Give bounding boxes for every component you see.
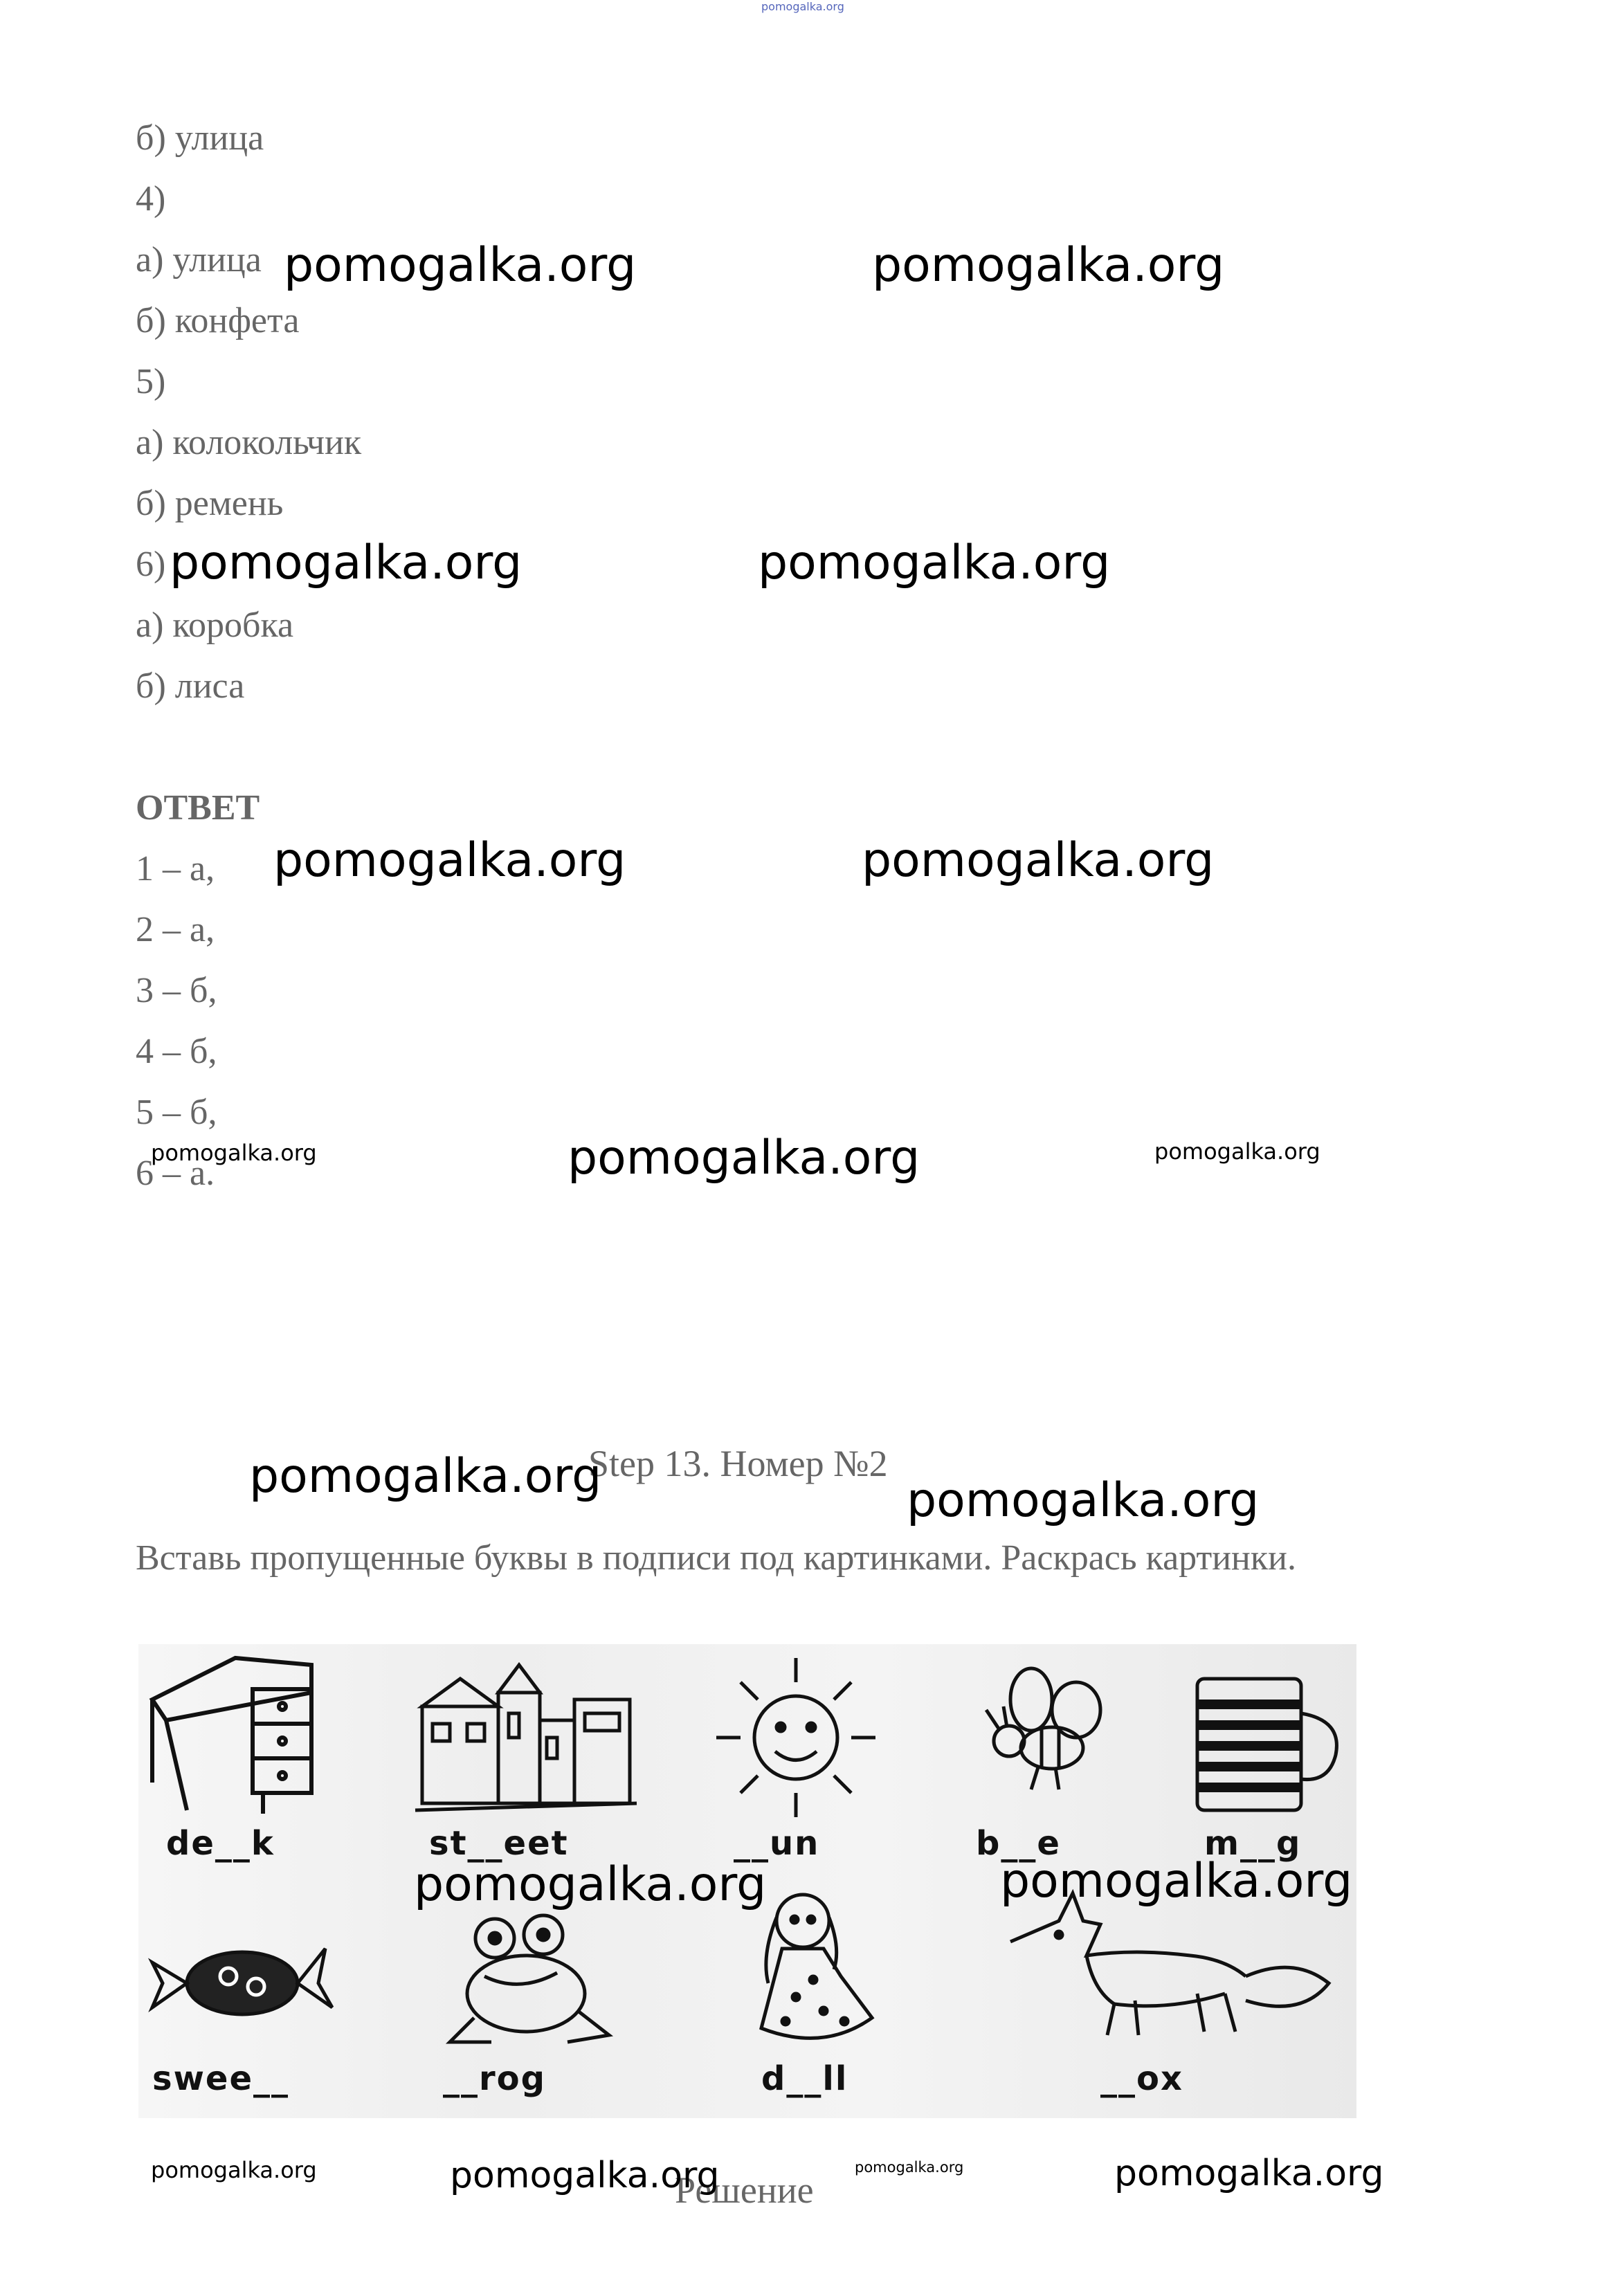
watermark: pomogalka.org xyxy=(151,2157,317,2183)
picture-caption: m__g xyxy=(1204,1824,1302,1863)
picture-item xyxy=(692,1644,969,1873)
answer-heading: ОТВЕТ xyxy=(136,788,260,828)
solution-label: Решение xyxy=(675,2169,814,2211)
text-line: 5) xyxy=(136,362,166,401)
watermark: pomogalka.org xyxy=(862,833,1215,888)
sun-icon xyxy=(692,1644,900,1831)
picture-item xyxy=(138,1644,415,1873)
text-line: а) коробка xyxy=(136,605,294,645)
answer-item: 3 – б, xyxy=(136,971,217,1010)
answer-item: 1 – а, xyxy=(136,849,215,889)
picture-caption: de__k xyxy=(166,1824,275,1863)
picture-item xyxy=(429,1879,706,2108)
watermark: pomogalka.org xyxy=(907,1473,1260,1528)
watermark: pomogalka.org xyxy=(414,1857,767,1912)
street-icon xyxy=(401,1644,678,1831)
watermark: pomogalka.org xyxy=(1154,1138,1320,1165)
watermark: pomogalka.org xyxy=(151,1140,317,1166)
exercise-instruction: Вставь пропущенные буквы в подписи под картинками. Раскрась картинки. xyxy=(136,1538,1296,1578)
picture-item xyxy=(997,1879,1356,2108)
picture-item xyxy=(401,1644,678,1873)
text-line: б) ремень xyxy=(136,484,284,523)
text-line: б) улица xyxy=(136,118,264,158)
watermark-top: pomogalka.org xyxy=(761,0,844,13)
watermark: pomogalka.org xyxy=(249,1449,602,1504)
bee-icon xyxy=(948,1644,1128,1831)
text-line: б) конфета xyxy=(136,301,300,340)
watermark: pomogalka.org xyxy=(170,536,523,590)
picture-item xyxy=(720,1879,997,2108)
watermark: pomogalka.org xyxy=(1000,1854,1353,1908)
watermark: pomogalka.org xyxy=(855,2159,964,2176)
text-line: б) лиса xyxy=(136,666,245,706)
sweet-icon xyxy=(138,1879,346,2066)
answer-item: 4 – б, xyxy=(136,1032,217,1071)
mug-icon xyxy=(1177,1644,1356,1831)
answer-item: 2 – а, xyxy=(136,910,215,949)
picture-item xyxy=(1177,1644,1356,1873)
watermark: pomogalka.org xyxy=(273,833,626,888)
watermark: pomogalka.org xyxy=(284,238,637,293)
watermark: pomogalka.org xyxy=(872,238,1225,293)
answer-item: 5 – б, xyxy=(136,1093,217,1132)
watermark: pomogalka.org xyxy=(758,536,1111,590)
text-line: а) колокольчик xyxy=(136,423,362,462)
answer-item: 6 – а. xyxy=(136,1154,215,1193)
picture-caption: d__ll xyxy=(761,2059,848,2098)
picture-caption: st__eet xyxy=(429,1824,569,1863)
exercise-title: Step 13. Номер №2 xyxy=(588,1443,888,1484)
watermark: pomogalka.org xyxy=(568,1131,920,1185)
text-line: 6) xyxy=(136,545,166,584)
desk-icon xyxy=(138,1644,415,1831)
picture-caption: b__e xyxy=(976,1824,1061,1863)
picture-item xyxy=(138,1879,415,2108)
picture-caption: __rog xyxy=(443,2059,547,2098)
text-line: а) улица xyxy=(136,240,262,280)
picture-caption: __un xyxy=(734,1824,820,1863)
watermark: pomogalka.org xyxy=(450,2155,720,2196)
picture-caption: __ox xyxy=(1100,2059,1183,2098)
watermark: pomogalka.org xyxy=(1114,2153,1384,2194)
picture-caption: swee__ xyxy=(152,2059,290,2098)
text-line: 4) xyxy=(136,179,166,219)
